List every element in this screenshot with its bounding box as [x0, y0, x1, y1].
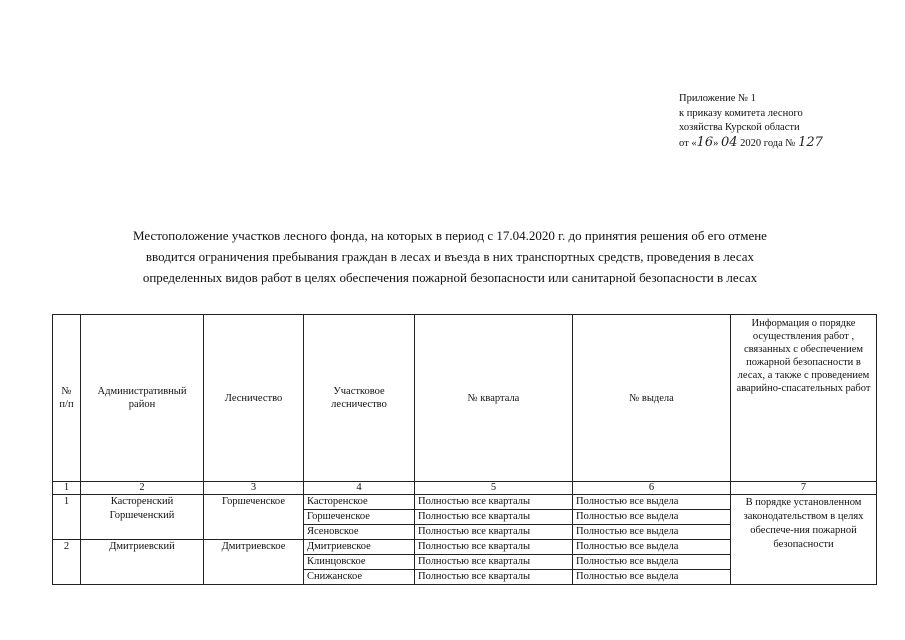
appendix-date-line: [679, 136, 823, 152]
title-line-2: вводится ограничения пребывания граждан в лесах и въезда в них транспортных средств, проведения в лесах: [145, 249, 755, 264]
col-number: 1: [53, 482, 81, 495]
local-forestry-cell: Клинцовское: [304, 555, 415, 570]
forestry-cell: Горшеченское: [204, 495, 304, 540]
appendix-line-3: хозяйства Курской области: [679, 122, 800, 133]
district-cell: Дмитриевский: [81, 540, 204, 585]
local-forestry-cell: Снижанское: [304, 570, 415, 585]
local-forestry-cell: Дмитриевское: [304, 540, 415, 555]
district-cell: Касторенский Горшеченский: [81, 495, 204, 540]
local-forestry-cell: Касторенское: [304, 495, 415, 510]
col-number: 3: [204, 482, 304, 495]
col-number: 4: [304, 482, 415, 495]
forest-plots-table: [52, 314, 877, 585]
appendix-line-1: Приложение № 1: [679, 93, 756, 104]
quarter-cell: Полностью все кварталы: [415, 495, 573, 510]
col-number: 2: [81, 482, 204, 495]
document-title: [40, 225, 860, 288]
col-number: 5: [415, 482, 573, 495]
row-num: 1: [53, 495, 81, 540]
header-local-forestry: Участковое лесничество: [304, 315, 415, 482]
vydel-cell: Полностью все выдела: [573, 525, 731, 540]
header-row: [53, 315, 877, 482]
vydel-cell: Полностью все выдела: [573, 495, 731, 510]
quarter-cell: Полностью все кварталы: [415, 570, 573, 585]
vydel-cell: Полностью все выдела: [573, 510, 731, 525]
vydel-cell: Полностью все выдела: [573, 540, 731, 555]
quarter-cell: Полностью все кварталы: [415, 510, 573, 525]
local-forestry-cell: Горшеченское: [304, 510, 415, 525]
appendix-block: [679, 92, 823, 151]
column-numbers-row: [53, 482, 877, 495]
date-mid: »: [713, 137, 721, 149]
col-number: 7: [731, 482, 877, 495]
header-forestry: Лесничество: [204, 315, 304, 482]
vydel-cell: Полностью все выдела: [573, 555, 731, 570]
date-prefix: от «: [679, 137, 697, 149]
header-vydel: № выдела: [573, 315, 731, 482]
handwritten-day: 16: [696, 134, 714, 150]
quarter-cell: Полностью все кварталы: [415, 555, 573, 570]
header-info: Информация о порядке осуществления работ , связанных с обеспечением пожарной безопасности в лесах, а также с проведением аварийно-спасательных работ: [731, 315, 877, 482]
vydel-cell: Полностью все выдела: [573, 570, 731, 585]
local-forestry-cell: Ясеновское: [304, 525, 415, 540]
handwritten-month: 04: [721, 134, 738, 150]
header-num: № п/п: [53, 315, 81, 482]
info-note-cell: В порядке установленном законодательством в целях обеспече-ния пожарной безопасности: [731, 495, 877, 585]
title-line-3: определенных видов работ в целях обеспечения пожарной безопасности или санитарной безопасности в лесах: [142, 270, 758, 285]
year-text: 2020 года №: [737, 137, 799, 149]
col-number: 6: [573, 482, 731, 495]
title-line-1: Местоположение участков лесного фонда, на которых в период с 17.04.2020 г. до принятия решения об его отмене: [133, 228, 767, 243]
header-quarter: № квартала: [415, 315, 573, 482]
appendix-line-2: к приказу комитета лесного: [679, 107, 803, 119]
quarter-cell: Полностью все кварталы: [415, 540, 573, 555]
header-district: Административный район: [81, 315, 204, 482]
row-num: 2: [53, 540, 81, 585]
quarter-cell: Полностью все кварталы: [415, 525, 573, 540]
table-row: [53, 495, 877, 510]
handwritten-number: 127: [798, 134, 823, 150]
forestry-cell: Дмитриевское: [204, 540, 304, 585]
